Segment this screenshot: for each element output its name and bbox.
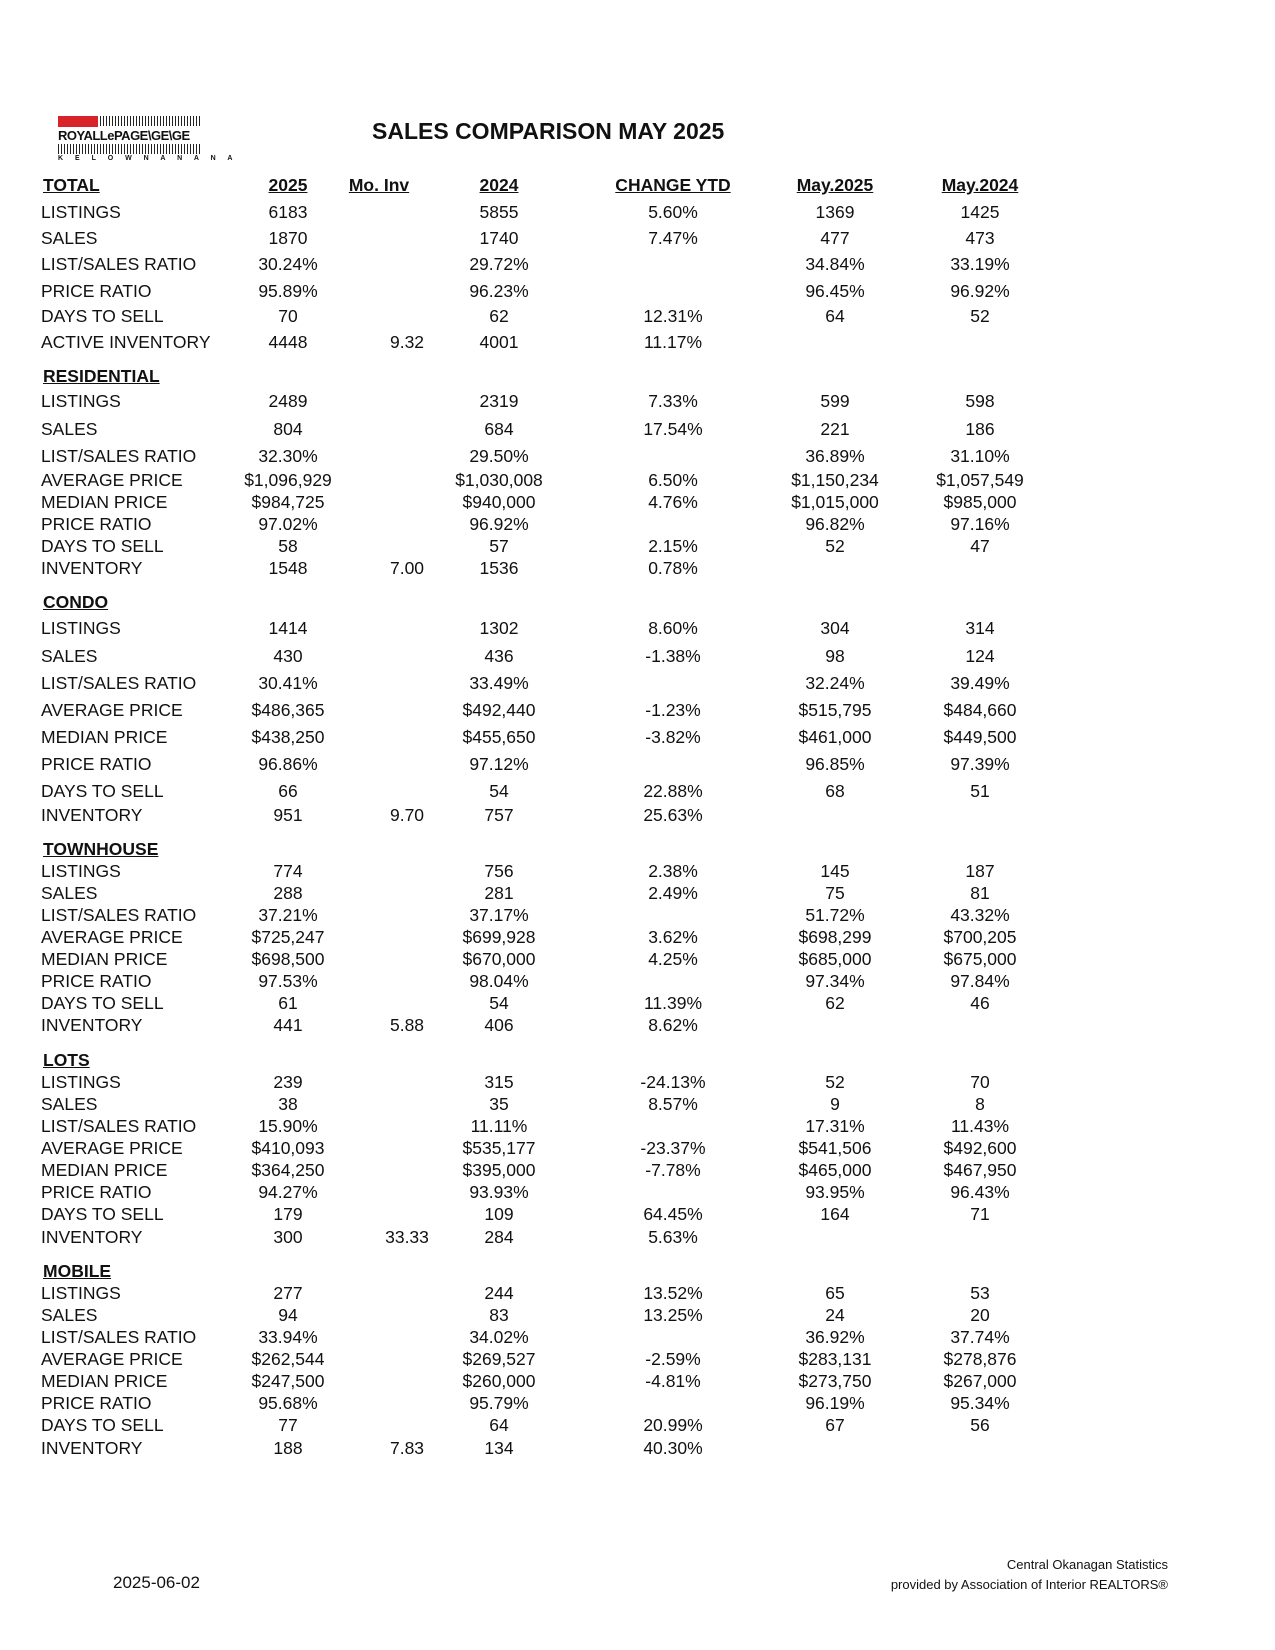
cell-v2025: 30.24% xyxy=(258,254,318,274)
cell-moinv: 9.70 xyxy=(389,805,425,825)
cell-may2024: $278,876 xyxy=(943,1349,1017,1369)
cell-may2024: $700,205 xyxy=(943,927,1017,947)
cell-may2024: 96.92% xyxy=(950,281,1010,301)
cell-may2025: 51.72% xyxy=(805,905,865,925)
row-label: SALES xyxy=(41,1305,98,1325)
cell-v2024: 96.92% xyxy=(469,514,529,534)
cell-change: 11.17% xyxy=(643,332,703,352)
cell-may2024: 1425 xyxy=(960,202,1000,222)
cell-may2024: 52 xyxy=(970,306,990,326)
row-label: INVENTORY xyxy=(41,1227,143,1247)
cell-v2024: 95.79% xyxy=(469,1393,529,1413)
cell-may2025: $465,000 xyxy=(798,1160,872,1180)
cell-v2024: $535,177 xyxy=(462,1138,536,1158)
cell-may2025: 96.19% xyxy=(805,1393,865,1413)
cell-v2025: $984,725 xyxy=(251,492,325,512)
cell-may2025: $685,000 xyxy=(798,949,872,969)
logo-city: K E L O W N A N A N A xyxy=(58,155,238,162)
cell-change: 7.33% xyxy=(648,391,698,411)
cell-v2025: 15.90% xyxy=(258,1116,318,1136)
cell-change: 64.45% xyxy=(643,1204,703,1224)
cell-v2025: 288 xyxy=(273,883,303,903)
cell-may2024: 20 xyxy=(970,1305,990,1325)
cell-v2025: 70 xyxy=(278,306,298,326)
row-label: MEDIAN PRICE xyxy=(41,1160,168,1180)
cell-may2024: 97.16% xyxy=(950,514,1010,534)
cell-may2025: 221 xyxy=(820,419,850,439)
report-date: 2025-06-02 xyxy=(113,1573,200,1592)
cell-may2024: 43.32% xyxy=(950,905,1010,925)
column-header-2025: 2025 xyxy=(268,175,308,195)
cell-may2024: $675,000 xyxy=(943,949,1017,969)
cell-v2024: $395,000 xyxy=(462,1160,536,1180)
cell-change: 2.38% xyxy=(648,861,698,881)
row-label: INVENTORY xyxy=(41,1015,143,1035)
cell-may2025: 164 xyxy=(820,1204,850,1224)
row-label: LIST/SALES RATIO xyxy=(41,446,197,466)
cell-may2025: $698,299 xyxy=(798,927,872,947)
row-label: INVENTORY xyxy=(41,558,143,578)
cell-change: 12.31% xyxy=(643,306,703,326)
cell-v2025: 2489 xyxy=(268,391,308,411)
section-title: RESIDENTIAL xyxy=(43,366,160,386)
cell-may2024: 11.43% xyxy=(950,1116,1010,1136)
cell-may2024: 70 xyxy=(970,1072,990,1092)
cell-may2025: 68 xyxy=(825,781,845,801)
cell-v2024: 281 xyxy=(484,883,514,903)
row-label: SALES xyxy=(41,228,98,248)
cell-v2024: 134 xyxy=(484,1438,514,1458)
cell-v2025: $1,096,929 xyxy=(244,470,332,490)
cell-v2025: 239 xyxy=(273,1072,303,1092)
cell-v2024: 11.11% xyxy=(470,1116,528,1136)
cell-change: 2.49% xyxy=(648,883,698,903)
cell-change: 8.57% xyxy=(648,1094,698,1114)
cell-may2024: 53 xyxy=(970,1283,990,1303)
source-line-1: Central Okanagan Statistics xyxy=(1006,1557,1168,1572)
row-label: LIST/SALES RATIO xyxy=(41,254,197,274)
cell-change: 6.50% xyxy=(648,470,698,490)
cell-v2025: 430 xyxy=(273,646,303,666)
column-header-2024: 2024 xyxy=(479,175,519,195)
cell-may2024: $492,600 xyxy=(943,1138,1017,1158)
cell-may2025: $461,000 xyxy=(798,727,872,747)
cell-v2024: 315 xyxy=(484,1072,514,1092)
cell-v2024: $940,000 xyxy=(462,492,536,512)
cell-may2024: 96.43% xyxy=(950,1182,1010,1202)
cell-v2024: 5855 xyxy=(479,202,519,222)
cell-change: 13.52% xyxy=(643,1283,703,1303)
cell-v2025: 66 xyxy=(278,781,298,801)
cell-v2025: 77 xyxy=(278,1415,298,1435)
section-title: MOBILE xyxy=(43,1261,112,1281)
cell-change: -23.37% xyxy=(640,1138,706,1158)
cell-v2025: 4448 xyxy=(268,332,308,352)
row-label: MEDIAN PRICE xyxy=(41,1371,168,1391)
row-label: MEDIAN PRICE xyxy=(41,492,168,512)
cell-may2025: 32.24% xyxy=(805,673,865,693)
cell-v2024: 98.04% xyxy=(469,971,529,991)
cell-v2025: $262,544 xyxy=(251,1349,325,1369)
cell-change: 11.39% xyxy=(643,993,703,1013)
cell-v2025: 6183 xyxy=(268,202,308,222)
cell-may2025: 34.84% xyxy=(805,254,865,274)
column-header-may-2025: May.2025 xyxy=(796,175,874,195)
cell-v2024: 757 xyxy=(484,805,514,825)
cell-change: 20.99% xyxy=(643,1415,703,1435)
cell-may2024: 186 xyxy=(965,419,995,439)
cell-may2025: $541,506 xyxy=(798,1138,872,1158)
row-label: MEDIAN PRICE xyxy=(41,949,168,969)
source-line-2: provided by Association of Interior REALTORS® xyxy=(890,1577,1168,1592)
row-label: PRICE RATIO xyxy=(41,1393,152,1413)
section-title: TOWNHOUSE xyxy=(43,839,159,859)
cell-v2025: 97.02% xyxy=(258,514,318,534)
cell-change: 0.78% xyxy=(648,558,698,578)
cell-v2024: 35 xyxy=(489,1094,509,1114)
cell-may2024: 39.49% xyxy=(950,673,1010,693)
cell-may2024: $449,500 xyxy=(943,727,1017,747)
cell-v2024: 54 xyxy=(489,781,509,801)
row-label: LIST/SALES RATIO xyxy=(41,905,197,925)
row-label: PRICE RATIO xyxy=(41,754,152,774)
cell-may2024: 31.10% xyxy=(950,446,1010,466)
cell-may2024: 598 xyxy=(965,391,995,411)
cell-v2024: $260,000 xyxy=(462,1371,536,1391)
cell-v2025: 951 xyxy=(273,805,303,825)
cell-change: 22.88% xyxy=(643,781,703,801)
cell-v2025: 30.41% xyxy=(258,673,318,693)
cell-may2025: 97.34% xyxy=(805,971,865,991)
cell-v2024: 57 xyxy=(489,536,509,556)
cell-may2024: $484,660 xyxy=(943,700,1017,720)
cell-may2025: 75 xyxy=(825,883,845,903)
cell-may2025: 65 xyxy=(825,1283,845,1303)
cell-change: 8.62% xyxy=(648,1015,698,1035)
cell-v2025: $247,500 xyxy=(251,1371,325,1391)
cell-may2025: 64 xyxy=(825,306,845,326)
cell-may2024: 81 xyxy=(970,883,990,903)
cell-change: -4.81% xyxy=(645,1371,701,1391)
cell-change: 3.62% xyxy=(648,927,698,947)
cell-may2024: $267,000 xyxy=(943,1371,1017,1391)
cell-v2025: $725,247 xyxy=(251,927,325,947)
row-label: LISTINGS xyxy=(41,1283,121,1303)
row-label: LIST/SALES RATIO xyxy=(41,1116,197,1136)
cell-v2024: 96.23% xyxy=(469,281,529,301)
row-label: INVENTORY xyxy=(41,1438,143,1458)
cell-v2024: $699,928 xyxy=(462,927,536,947)
row-label: DAYS TO SELL xyxy=(41,1204,164,1224)
cell-may2025: $1,015,000 xyxy=(791,492,879,512)
cell-change: 4.25% xyxy=(648,949,698,969)
cell-v2024: $269,527 xyxy=(462,1349,536,1369)
section-title: TOTAL xyxy=(43,175,100,195)
cell-change: 17.54% xyxy=(643,419,703,439)
cell-may2024: 37.74% xyxy=(950,1327,1010,1347)
row-label: SALES xyxy=(41,646,98,666)
page-title: SALES COMPARISON MAY 2025 xyxy=(372,118,725,144)
cell-v2025: 33.94% xyxy=(258,1327,318,1347)
cell-change: 2.15% xyxy=(648,536,698,556)
cell-v2024: 1536 xyxy=(479,558,519,578)
cell-may2024: 97.39% xyxy=(950,754,1010,774)
cell-v2024: 1302 xyxy=(479,618,519,638)
row-label: AVERAGE PRICE xyxy=(41,700,183,720)
cell-v2025: 1548 xyxy=(268,558,308,578)
row-label: LIST/SALES RATIO xyxy=(41,1327,197,1347)
cell-v2025: 38 xyxy=(278,1094,298,1114)
cell-v2025: 179 xyxy=(273,1204,303,1224)
cell-v2025: 61 xyxy=(278,993,298,1013)
cell-v2024: $670,000 xyxy=(462,949,536,969)
cell-may2025: 36.89% xyxy=(805,446,865,466)
cell-may2025: 9 xyxy=(830,1094,840,1114)
cell-v2025: 94 xyxy=(278,1305,298,1325)
cell-moinv: 9.32 xyxy=(389,332,425,352)
cell-v2025: 774 xyxy=(273,861,303,881)
cell-v2024: 756 xyxy=(484,861,514,881)
logo-red-bar xyxy=(58,116,98,127)
cell-may2025: 93.95% xyxy=(805,1182,865,1202)
cell-may2025: 52 xyxy=(825,1072,845,1092)
cell-v2024: 284 xyxy=(484,1227,514,1247)
cell-v2024: $455,650 xyxy=(462,727,536,747)
cell-moinv: 7.00 xyxy=(389,558,425,578)
cell-may2024: 47 xyxy=(970,536,990,556)
cell-may2025: $1,150,234 xyxy=(791,470,879,490)
logo-barcode-top xyxy=(100,116,202,126)
royal-lepage-logo xyxy=(58,116,238,166)
cell-may2025: 96.45% xyxy=(805,281,865,301)
cell-moinv: 33.33 xyxy=(385,1227,429,1247)
cell-v2024: 4001 xyxy=(479,332,519,352)
cell-v2024: 1740 xyxy=(479,228,519,248)
row-label: DAYS TO SELL xyxy=(41,1415,164,1435)
cell-v2025: $698,500 xyxy=(251,949,325,969)
row-label: PRICE RATIO xyxy=(41,281,152,301)
row-label: PRICE RATIO xyxy=(41,971,152,991)
row-label: LISTINGS xyxy=(41,391,121,411)
cell-change: 4.76% xyxy=(648,492,698,512)
cell-may2024: 97.84% xyxy=(950,971,1010,991)
cell-moinv: 5.88 xyxy=(389,1015,425,1035)
row-label: AVERAGE PRICE xyxy=(41,1349,183,1369)
cell-may2024: $1,057,549 xyxy=(936,470,1024,490)
cell-v2025: 94.27% xyxy=(258,1182,318,1202)
row-label: DAYS TO SELL xyxy=(41,993,164,1013)
row-label: AVERAGE PRICE xyxy=(41,470,183,490)
cell-v2024: 34.02% xyxy=(469,1327,529,1347)
cell-may2025: 477 xyxy=(820,228,850,248)
cell-may2024: 473 xyxy=(965,228,995,248)
cell-change: 40.30% xyxy=(643,1438,703,1458)
column-header-change-ytd: CHANGE YTD xyxy=(615,175,731,195)
cell-may2025: 62 xyxy=(825,993,845,1013)
row-label: DAYS TO SELL xyxy=(41,306,164,326)
cell-v2024: 37.17% xyxy=(469,905,529,925)
row-label: PRICE RATIO xyxy=(41,1182,152,1202)
row-label: DAYS TO SELL xyxy=(41,781,164,801)
cell-v2024: 97.12% xyxy=(469,754,529,774)
cell-may2025: 36.92% xyxy=(805,1327,865,1347)
cell-v2024: 54 xyxy=(489,993,509,1013)
row-label: MEDIAN PRICE xyxy=(41,727,168,747)
cell-may2025: 17.31% xyxy=(805,1116,865,1136)
cell-v2025: 95.89% xyxy=(258,281,318,301)
cell-may2025: 145 xyxy=(820,861,850,881)
cell-may2024: 314 xyxy=(965,618,995,638)
column-header-may-2024: May.2024 xyxy=(941,175,1019,195)
cell-v2025: 804 xyxy=(273,419,303,439)
cell-may2025: 98 xyxy=(825,646,845,666)
cell-v2024: 33.49% xyxy=(469,673,529,693)
cell-change: -7.78% xyxy=(645,1160,701,1180)
cell-v2025: $486,365 xyxy=(251,700,325,720)
cell-may2025: 599 xyxy=(820,391,850,411)
cell-may2024: 46 xyxy=(970,993,990,1013)
cell-v2024: 83 xyxy=(489,1305,509,1325)
cell-v2025: $438,250 xyxy=(251,727,325,747)
cell-change: -3.82% xyxy=(645,727,701,747)
cell-may2024: $467,950 xyxy=(943,1160,1017,1180)
cell-may2024: 8 xyxy=(975,1094,985,1114)
row-label: SALES xyxy=(41,883,98,903)
section-title: CONDO xyxy=(43,592,109,612)
cell-v2024: 436 xyxy=(484,646,514,666)
cell-moinv: 7.83 xyxy=(389,1438,425,1458)
cell-may2025: 96.82% xyxy=(805,514,865,534)
cell-may2025: $273,750 xyxy=(798,1371,872,1391)
source-note xyxy=(891,1555,1168,1595)
cell-may2024: 51 xyxy=(970,781,990,801)
cell-may2024: 124 xyxy=(965,646,995,666)
cell-v2025: 97.53% xyxy=(258,971,318,991)
cell-may2024: 33.19% xyxy=(950,254,1010,274)
row-label: LISTINGS xyxy=(41,1072,121,1092)
cell-change: -1.38% xyxy=(645,646,701,666)
cell-v2025: 37.21% xyxy=(258,905,318,925)
cell-may2025: 52 xyxy=(825,536,845,556)
cell-v2024: 29.50% xyxy=(469,446,529,466)
cell-v2024: $1,030,008 xyxy=(455,470,543,490)
row-label: LIST/SALES RATIO xyxy=(41,673,197,693)
logo-wordmark: ROYALLePAGE\GE\GE xyxy=(58,128,190,143)
cell-change: 25.63% xyxy=(643,805,703,825)
row-label: LISTINGS xyxy=(41,618,121,638)
cell-may2025: 67 xyxy=(825,1415,845,1435)
logo-barcode-bottom xyxy=(58,144,202,154)
cell-v2025: 1870 xyxy=(268,228,308,248)
cell-may2025: 304 xyxy=(820,618,850,638)
cell-v2025: 32.30% xyxy=(258,446,318,466)
cell-change: -2.59% xyxy=(645,1349,701,1369)
cell-v2024: 64 xyxy=(489,1415,509,1435)
row-label: DAYS TO SELL xyxy=(41,536,164,556)
cell-v2025: $410,093 xyxy=(251,1138,325,1158)
row-label: AVERAGE PRICE xyxy=(41,927,183,947)
cell-may2024: 56 xyxy=(970,1415,990,1435)
cell-may2024: 95.34% xyxy=(950,1393,1010,1413)
cell-v2025: 58 xyxy=(278,536,298,556)
cell-may2025: $515,795 xyxy=(798,700,872,720)
cell-may2024: $985,000 xyxy=(943,492,1017,512)
cell-v2024: $492,440 xyxy=(462,700,536,720)
cell-may2025: 24 xyxy=(825,1305,845,1325)
cell-may2024: 187 xyxy=(965,861,995,881)
cell-v2024: 62 xyxy=(489,306,509,326)
cell-change: 7.47% xyxy=(648,228,698,248)
cell-may2025: 1369 xyxy=(815,202,855,222)
row-label: AVERAGE PRICE xyxy=(41,1138,183,1158)
cell-v2024: 109 xyxy=(484,1204,514,1224)
section-title: LOTS xyxy=(43,1050,90,1070)
cell-may2024: 71 xyxy=(970,1204,990,1224)
row-label: PRICE RATIO xyxy=(41,514,152,534)
cell-change: 5.60% xyxy=(648,202,698,222)
cell-v2024: 244 xyxy=(484,1283,514,1303)
row-label: ACTIVE INVENTORY xyxy=(41,332,211,352)
cell-v2024: 93.93% xyxy=(469,1182,529,1202)
cell-v2025: 188 xyxy=(273,1438,303,1458)
row-label: LISTINGS xyxy=(41,861,121,881)
row-label: SALES xyxy=(41,419,98,439)
row-label: LISTINGS xyxy=(41,202,121,222)
cell-v2025: 95.68% xyxy=(258,1393,318,1413)
row-label: SALES xyxy=(41,1094,98,1114)
cell-v2025: 441 xyxy=(273,1015,303,1035)
cell-v2025: 96.86% xyxy=(258,754,318,774)
cell-may2025: 96.85% xyxy=(805,754,865,774)
cell-change: -1.23% xyxy=(645,700,701,720)
cell-v2024: 2319 xyxy=(479,391,519,411)
cell-v2024: 684 xyxy=(484,419,514,439)
cell-v2025: 277 xyxy=(273,1283,303,1303)
row-label: INVENTORY xyxy=(41,805,143,825)
cell-v2025: 1414 xyxy=(268,618,308,638)
cell-v2024: 406 xyxy=(484,1015,514,1035)
cell-change: 8.60% xyxy=(648,618,698,638)
cell-may2025: $283,131 xyxy=(798,1349,872,1369)
cell-v2024: 29.72% xyxy=(469,254,529,274)
cell-v2025: $364,250 xyxy=(251,1160,325,1180)
cell-change: 13.25% xyxy=(643,1305,703,1325)
column-header-mo-inv: Mo. Inv xyxy=(348,175,410,195)
cell-v2025: 300 xyxy=(273,1227,303,1247)
cell-change: -24.13% xyxy=(640,1072,706,1092)
cell-change: 5.63% xyxy=(648,1227,698,1247)
